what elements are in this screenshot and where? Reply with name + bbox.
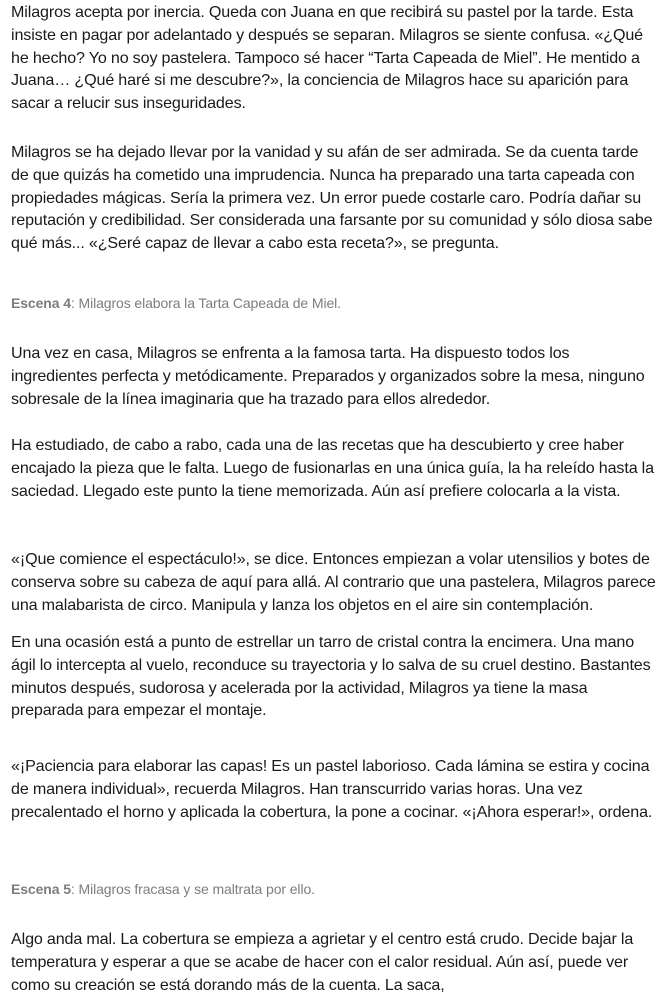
paragraph-8: Algo anda mal. La cobertura se empieza a agrietar y el centro está crudo. Decide bajar la temperatura y esperar a que se acabe de hacer con el calor residual. Aún así, puede ver como su creación se está dorando más de la cuenta. La saca, <box>11 930 634 994</box>
paragraph-3: Una vez en casa, Milagros se enfrenta a la famosa tarta. Ha dispuesto todos los ingredientes perfecta y metódicamente. Preparados y organizados sobre la mesa, ninguno sobresale de la línea imaginaria que ha trazado para ellos alrededor. <box>11 344 645 408</box>
scene-label: Escena 5 <box>11 881 71 897</box>
paragraph-4: Ha estudiado, de cabo a rabo, cada una de las recetas que ha descubierto y cree haber encajado la pieza que le falta. Luego de fusionarlas en una única guía, la ha releído hasta la saciedad. Llegado este punto la tiene memorizada. Aún así prefiere colocarla a la vista. <box>11 436 654 500</box>
paragraph-5: «¡Que comience el espectáculo!», se dice. Entonces empiezan a volar utensilios y botes de conserva sobre su cabeza de aquí para allá. Al contrario que una pastelera, Milagros parece una malabarista de circo. Manipula y lanza los objetos en el aire sin contemplación. <box>11 550 656 614</box>
paragraph-6: En una ocasión está a punto de estrellar un tarro de cristal contra la encimera. Una mano ágil lo intercepta al vuelo, reconduce su trayectoria y lo salva de su cruel destino. Bastantes minutos después, sudorosa y acelerada por la actividad, Milagros ya tiene la masa preparada para empezar el montaje. <box>11 633 651 720</box>
scene-heading-5 <box>11 879 659 899</box>
scene-description: : Milagros fracasa y se maltrata por ello. <box>70 881 315 897</box>
paragraph-2: Milagros se ha dejado llevar por la vanidad y su afán de ser admirada. Se da cuenta tarde de que quizás ha cometido una imprudencia. Nunca ha preparado una tarta capeada con propiedades mágicas. Sería la primera vez. Un error puede costarle caro. Podría dañar su reputación y credibilidad. Ser considerada una farsante por su comunidad y sólo diosa sabe qué más... «¿Seré capaz de llevar a cabo esta receta?», se pregunta. <box>11 143 653 253</box>
scene-label: Escena 4 <box>11 295 71 311</box>
paragraph-1: Milagros acepta por inercia. Queda con Juana en que recibirá su pastel por la tarde. Esta insiste en pagar por adelantado y después se separan. Milagros se siente confusa. «¿Qué he hecho? Yo no soy pastelera. Tampoco sé hacer “Tarta Capeada de Miel”. He mentido a Juana… ¿Qué haré si me descubre?», la conciencia de Milagros hace su aparición para sacar a relucir sus inseguridades. <box>11 3 643 113</box>
paragraph-7: «¡Paciencia para elaborar las capas! Es un pastel laborioso. Cada lámina se estira y cocina de manera individual», recuerda Milagros. Han transcurrido varias horas. Una vez precalentado el horno y aplicada la cobertura, la pone a cocinar. «¡Ahora esperar!», ordena. <box>11 757 653 821</box>
scene-heading-4 <box>11 293 659 313</box>
scene-description: : Milagros elabora la Tarta Capeada de Miel. <box>70 295 341 311</box>
